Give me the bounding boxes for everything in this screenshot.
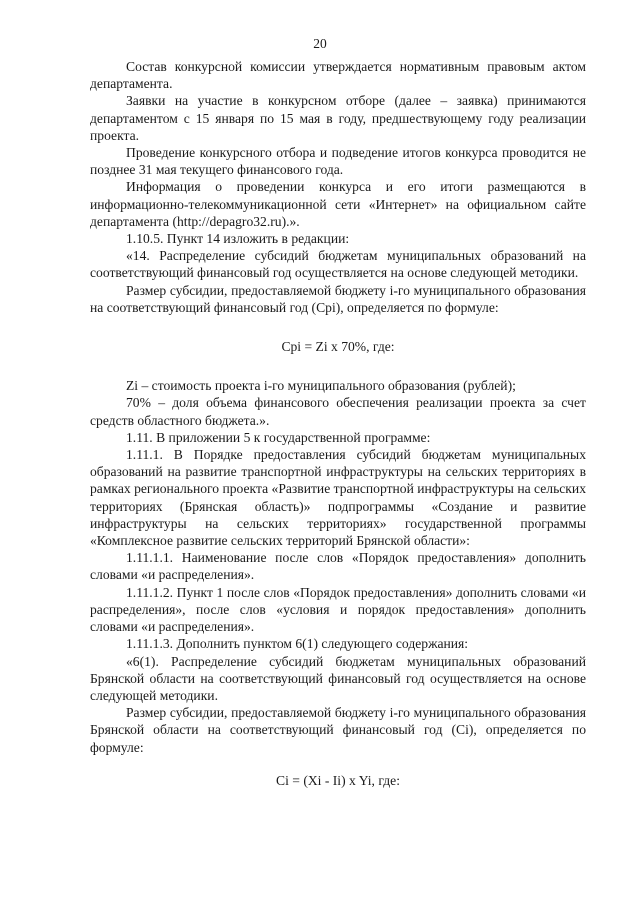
paragraph: Zi – стоимость проекта i-го муниципального образования (рублей); (126, 378, 516, 394)
paragraph: Размер субсидии, предоставляемой бюджету i-го муниципального образования на соответствующий финансовый год (Срi), определяется по формуле: (90, 282, 586, 315)
paragraph: 70% – доля объема финансового обеспечения реализации проекта за счет средств областного бюджета.». (90, 395, 586, 428)
paragraph: 1.11.1.1. Наименование после слов «Порядок предоставления» дополнить словами «и распределения». (90, 550, 586, 583)
document-body (90, 58, 586, 789)
paragraph: 1.11. В приложении 5 к государственной программе: (126, 429, 431, 445)
paragraph: Состав конкурсной комиссии утверждается нормативным правовым актом департамента. (90, 59, 586, 92)
paragraph: 1.11.1.3. Дополнить пунктом 6(1) следующего содержания: (126, 636, 469, 652)
paragraph: «6(1). Распределение субсидий бюджетам муниципальных образований Брянской области на соответствующий финансовый год осуществляется на основе следующей методики. (90, 653, 586, 703)
paragraph: 1.11.1.2. Пункт 1 после слов «Порядок предоставления» дополнить словами «и распределения», после слов «условия и порядок предоставления» дополнить словами «и распределения». (90, 584, 586, 635)
paragraph: 1.11.1. В Порядке предоставления субсидий бюджетам муниципальных образований на развитие транспортной инфраструктуры на сельских территориях в рамках регионального проекта «Развитие транспортной инфраструктуры на сельских территориях (Брянская область)» подпрограммы «Создание и развитие инфраструктуры на сельских территориях» государственной программы «Комплексное развитие сельских территорий Брянской области»: (90, 447, 586, 549)
paragraph: Размер субсидии, предоставляемой бюджету i-го муниципального образования Брянской области на соответствующий финансовый год (Ci), определяется по формуле: (90, 705, 586, 755)
formula: Ci = (Xi - Ii) x Yi, где: (276, 772, 400, 788)
paragraph: Информация о проведении конкурса и его итоги размещаются в информационно-телекоммуникационной сети «Интернет» на официальном сайте департамента (http://depagro32.ru).». (90, 179, 586, 229)
paragraph: Заявки на участие в конкурсном отборе (далее – заявка) принимаются департаментом с 15 января по 15 мая в году, предшествующему году реализации проекта. (90, 93, 586, 143)
paragraph: «14. Распределение субсидий бюджетам муниципальных образований на соответствующий финансовый год осуществляется на основе следующей методики. (90, 248, 586, 281)
page-number: 20 (313, 36, 327, 51)
paragraph: Проведение конкурсного отбора и подведение итогов конкурса проводится не позднее 31 мая текущего финансового года. (90, 145, 586, 178)
formula: Срi = Zi x 70%, где: (281, 339, 395, 355)
paragraph: 1.10.5. Пункт 14 изложить в редакции: (126, 231, 350, 247)
